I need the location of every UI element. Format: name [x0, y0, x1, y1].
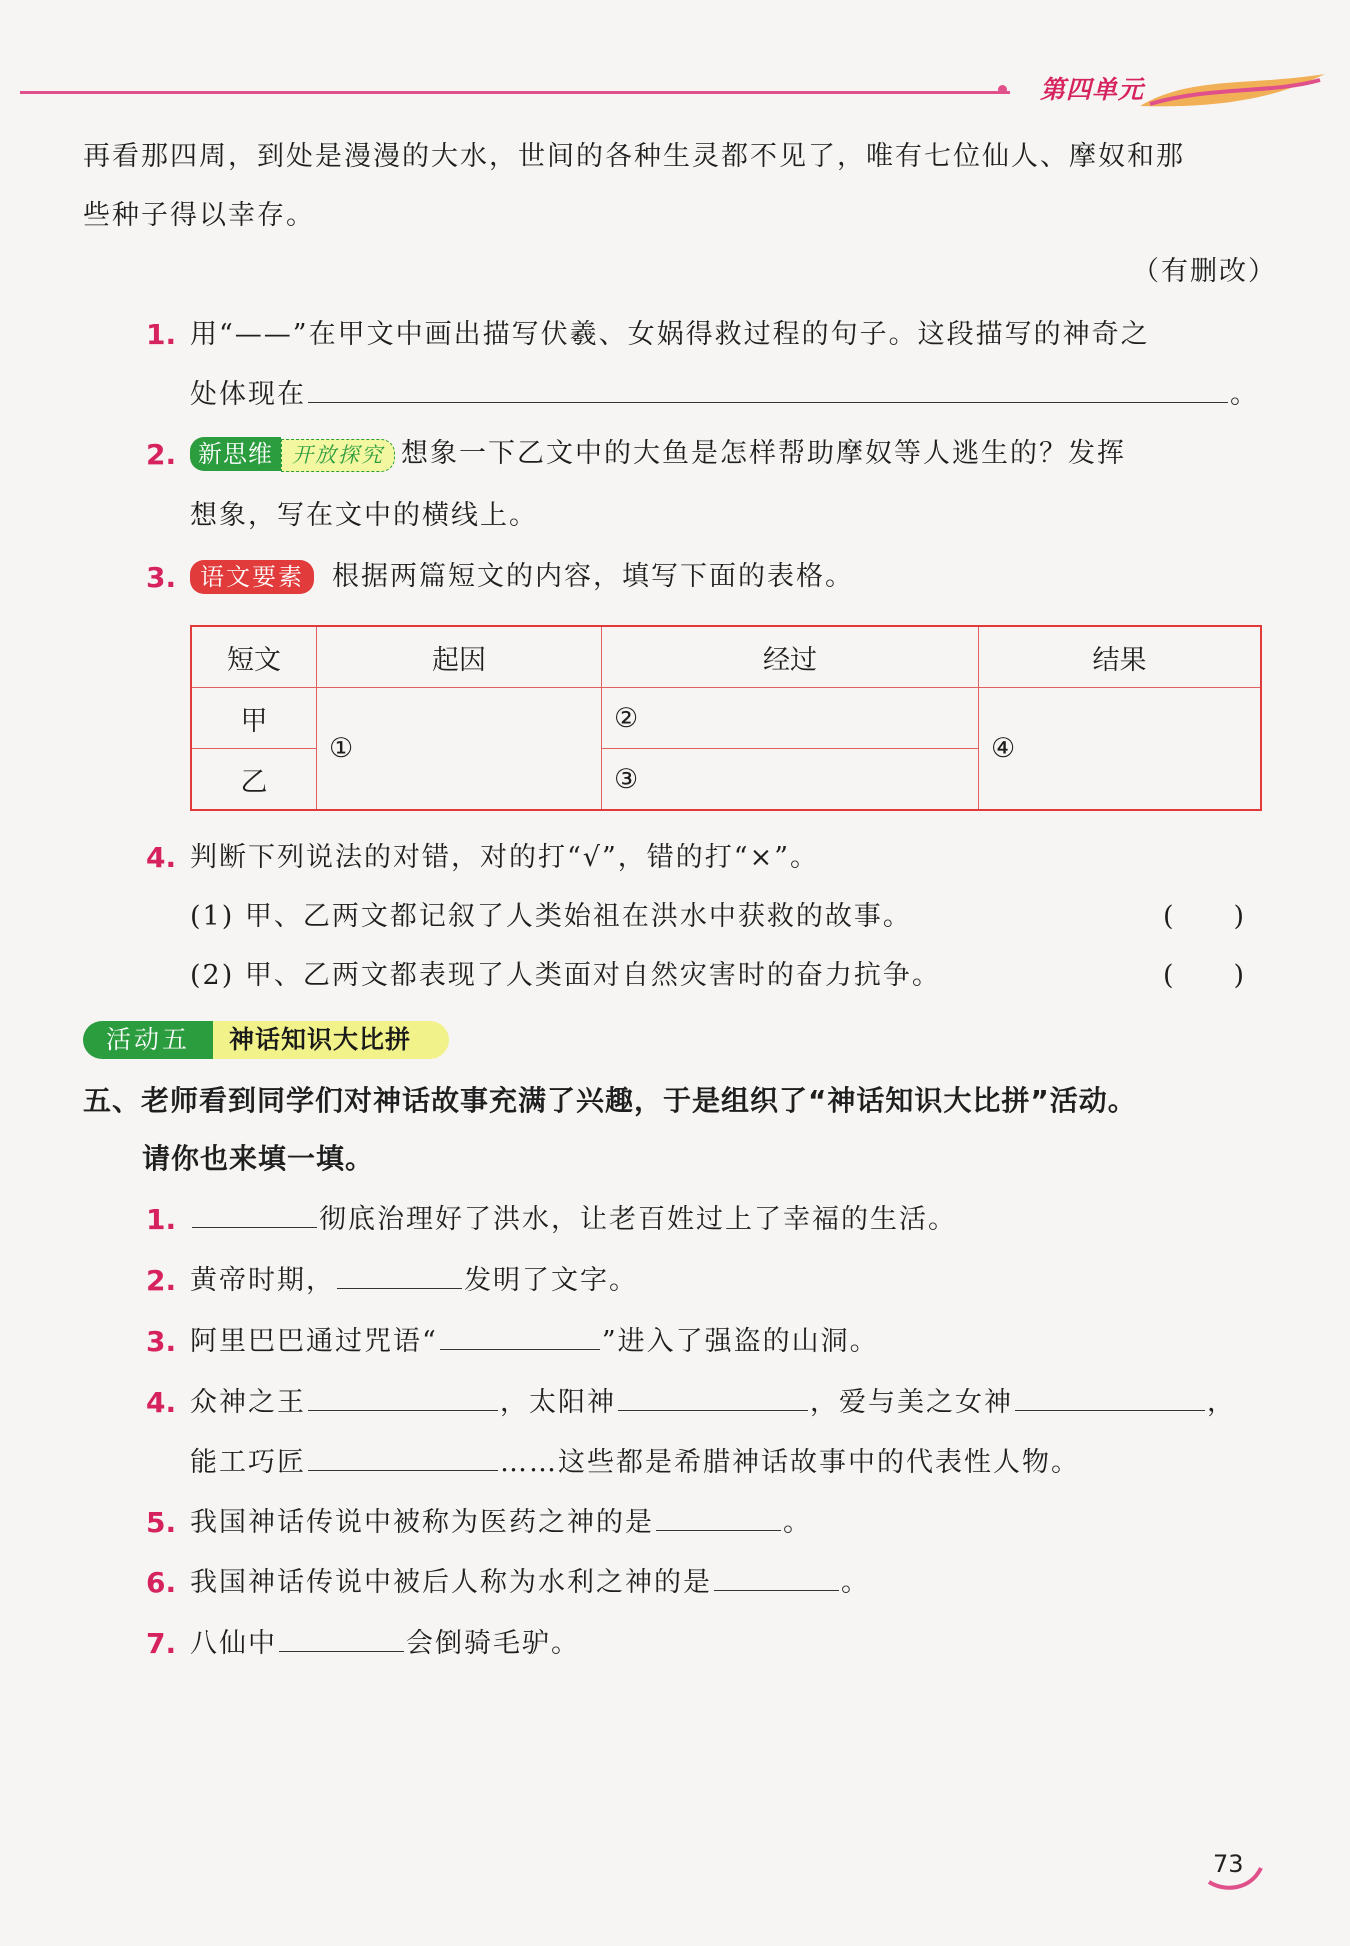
table-header-row	[191, 626, 1261, 688]
s5-item-4-blank-4[interactable]	[308, 1448, 498, 1471]
header-dot-icon	[998, 85, 1007, 94]
question-number: 5.	[146, 1506, 177, 1539]
s5-item-4-line-1	[190, 1383, 1236, 1423]
page-number: 73	[1213, 1850, 1244, 1878]
question-number: 7.	[146, 1627, 177, 1660]
s5-item-1	[190, 1200, 957, 1240]
section5-heading-line-1: 五、老师看到同学们对神话故事充满了兴趣，于是组织了“神话知识大比拼”活动。	[83, 1084, 1137, 1117]
s5-item-1-text: 彻底治理好了洪水，让老百姓过上了幸福的生活。	[319, 1204, 957, 1235]
s5-item-5	[190, 1503, 812, 1543]
s5-item-5-blank[interactable]	[656, 1508, 781, 1531]
s5-item-4-blank-2[interactable]	[618, 1388, 808, 1411]
activity-title: 神话知识大比拼	[213, 1021, 449, 1059]
process-cell-yi[interactable]: ③	[602, 749, 979, 811]
passage-line-1: 再看那四周，到处是漫漫的大水，世间的各种生灵都不见了，唯有七位仙人、摩奴和那	[83, 141, 1185, 172]
question-number: 2.	[146, 438, 177, 471]
q1-prefix: 处体现在	[190, 379, 306, 410]
question-number: 4.	[146, 1386, 177, 1419]
question-number: 2.	[146, 1264, 177, 1297]
s5-item-4-craftsman-label: 能工巧匠	[190, 1447, 306, 1478]
s5-item-1-blank[interactable]	[192, 1205, 317, 1228]
s5-item-4-sun-label: ，太阳神	[500, 1387, 616, 1418]
passage-note: （有删改）	[1132, 256, 1277, 287]
s5-item-4-comma: ，	[1207, 1387, 1236, 1418]
q3-text	[190, 557, 854, 597]
q1-end: 。	[1230, 379, 1259, 410]
table-row	[191, 688, 1261, 749]
s5-item-3-before: 阿里巴巴通过咒语“	[190, 1326, 438, 1357]
s5-item-3	[190, 1322, 879, 1362]
chinese-element-tag: 语文要素	[190, 560, 314, 594]
question-number: 1.	[146, 318, 177, 351]
s5-item-4-line-2	[190, 1443, 1080, 1483]
s5-item-6	[190, 1563, 870, 1603]
s5-item-5-before: 我国神话传说中被称为医药之神的是	[190, 1507, 654, 1538]
s5-item-3-blank[interactable]	[440, 1327, 600, 1350]
question-number: 3.	[146, 561, 177, 594]
question-number: 1.	[146, 1203, 177, 1236]
result-cell[interactable]: ④	[979, 688, 1262, 811]
s5-item-4-tail: ……这些都是希腊神话故事中的代表性人物。	[500, 1447, 1080, 1478]
row-label-jia: 甲	[191, 688, 317, 749]
s5-item-4-love-label: ，爱与美之女神	[810, 1387, 1013, 1418]
q4-item-1-bracket[interactable]: ( )	[1163, 901, 1247, 932]
passage-line-2: 些种子得以幸存。	[83, 200, 315, 231]
q1-text-line-1: 用“——”在甲文中画出描写伏羲、女娲得救过程的句子。这段描写的神奇之	[190, 319, 1150, 350]
q3-instruction: 根据两篇短文的内容，填写下面的表格。	[332, 561, 854, 592]
question-number: 6.	[146, 1566, 177, 1599]
header-cell: 结果	[979, 626, 1262, 688]
question-number: 3.	[146, 1325, 177, 1358]
header-cell: 起因	[317, 626, 602, 688]
row-label-yi: 乙	[191, 749, 317, 811]
q2-text-line-1	[190, 434, 1126, 474]
open-inquiry-tag: 开放探究	[281, 439, 395, 472]
unit-title: 第四单元	[1040, 75, 1145, 104]
story-table	[190, 625, 1262, 811]
s5-item-2-blank[interactable]	[337, 1266, 462, 1289]
s5-item-6-before: 我国神话传说中被后人称为水利之神的是	[190, 1567, 712, 1598]
s5-item-6-blank[interactable]	[714, 1568, 839, 1591]
s5-item-4-zeus-label: 众神之王	[190, 1387, 306, 1418]
s5-item-2-after: 发明了文字。	[464, 1265, 638, 1296]
q4-instruction: 判断下列说法的对错，对的打“√”，错的打“×”。	[190, 842, 820, 873]
question-number: 4.	[146, 841, 177, 874]
s5-item-7-blank[interactable]	[279, 1629, 404, 1652]
s5-item-5-after: 。	[783, 1507, 812, 1538]
process-cell-jia[interactable]: ②	[602, 688, 979, 749]
q1-answer-blank[interactable]	[308, 380, 1228, 403]
new-thinking-tag: 新思维	[190, 437, 281, 471]
section5-heading-line-2: 请你也来填一填。	[142, 1142, 375, 1175]
q4-item-2: (2) 甲、乙两文都表现了人类面对自然灾害时的奋力抗争。	[190, 960, 941, 991]
q4-item-2-bracket[interactable]: ( )	[1163, 960, 1247, 991]
s5-item-7	[190, 1624, 580, 1664]
q4-item-1: (1) 甲、乙两文都记叙了人类始祖在洪水中获救的故事。	[190, 901, 912, 932]
activity-label: 活动五	[83, 1021, 213, 1059]
s5-item-2-before: 黄帝时期，	[190, 1265, 335, 1296]
q2-text-line-2: 想象，写在文中的横线上。	[190, 500, 538, 531]
header-cell: 短文	[191, 626, 317, 688]
s5-item-7-after: 会倒骑毛驴。	[406, 1628, 580, 1659]
header-rule	[20, 91, 1010, 94]
s5-item-3-after: ”进入了强盗的山洞。	[601, 1326, 879, 1357]
s5-item-7-before: 八仙中	[190, 1628, 277, 1659]
s5-item-2	[190, 1261, 638, 1301]
header-cell: 经过	[602, 626, 979, 688]
q2-line-1: 想象一下乙文中的大鱼是怎样帮助摩奴等人逃生的？发挥	[401, 438, 1126, 469]
s5-item-4-blank-1[interactable]	[308, 1388, 498, 1411]
s5-item-4-blank-3[interactable]	[1015, 1388, 1205, 1411]
cause-cell[interactable]: ①	[317, 688, 602, 811]
page-swoosh-icon	[1205, 1862, 1265, 1892]
s5-item-6-after: 。	[841, 1567, 870, 1598]
header-swoosh-icon	[1120, 66, 1330, 116]
q1-text-line-2	[190, 375, 1259, 415]
